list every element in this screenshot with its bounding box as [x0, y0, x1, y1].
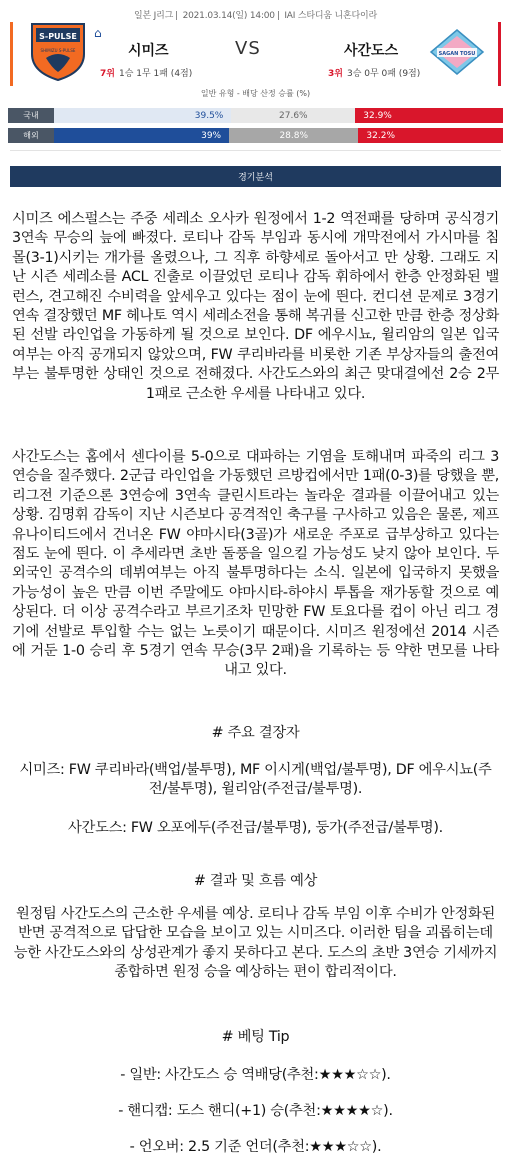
vs-label: VS — [235, 38, 261, 59]
home-color-stripe — [10, 22, 13, 86]
home-logo-text: S-PULSE — [39, 32, 77, 41]
prediction-heading: # 결과 및 흐름 예상 — [193, 873, 318, 889]
prediction-text: 원정팀 사간도스의 근소한 우세를 예상. 로티나 감독 부임 이후 수비가 안정화된 반면 공격적으로 답답한 모습을 보이고 있는 시미즈다. 이러한 팀을 괴롭히는데 능한 사간도스와의 상성관계가 좋지 못하다고 본다. 도스의 초반 3연승 기세까지 종합하면 원정 승을 예상하는 편이 합리적이다. — [13, 906, 498, 981]
odds-draw-value: 27.6% — [279, 110, 308, 121]
odds-away-value: 32.9% — [363, 110, 392, 121]
match-meta: 일본 J리그 | 2021.03.14(일) 14:00 | IAI 스타디움 니혼다이라 — [134, 11, 377, 21]
away-logo-text: SAGAN TOSU — [438, 51, 476, 57]
odds-caption: 일반 유형 - 배당 산정 승률 (%) — [200, 89, 311, 98]
odds-home-bar — [54, 108, 231, 123]
home-absentees: 시미즈: FW 쿠리바라(백업/불투명), MF 이시게(백업/불투명), DF 에우시뇨(주전/불투명), 윌리암(주전급/불투명). — [19, 762, 492, 798]
away-team-name: 사간도스 — [344, 43, 399, 59]
away-color-stripe — [498, 22, 501, 86]
home-logo-subtext: SHIMIZU S-PULSE — [40, 48, 76, 53]
tip-over-under: - 언오버: 2.5 기준 언더(추천:★★★☆☆). — [129, 1139, 382, 1155]
away-team-logo — [429, 28, 485, 76]
home-icon: ⌂ — [94, 26, 102, 40]
away-record — [328, 66, 420, 79]
odds-home-bar — [54, 128, 229, 143]
odds-away-bar — [358, 128, 503, 143]
away-rank: 3위 — [328, 69, 343, 79]
home-record-text: 1승 1무 1패 (4점) — [118, 69, 193, 79]
odds-bars — [54, 108, 503, 123]
league-name: 일본 J리그 — [134, 11, 174, 21]
odds-home-value: 39% — [201, 130, 222, 141]
home-team-name: 시미즈 — [128, 43, 169, 59]
odds-away-bar — [355, 108, 503, 123]
home-rank: 7위 — [100, 69, 115, 79]
home-record — [100, 66, 192, 79]
odds-home-value: 39.5% — [194, 110, 224, 121]
odds-draw-value: 28.8% — [279, 130, 309, 141]
home-team-logo — [26, 18, 90, 82]
match-datetime: 2021.03.14(일) 14:00 — [182, 11, 275, 21]
odds-away-value: 32.2% — [366, 130, 395, 141]
home-analysis-paragraph: 시미즈 에스펄스는 주중 세레소 오사카 원정에서 1-2 역전패를 당하며 공식경기 3연속 무승의 늪에 빠졌다. 로티나 감독 부임과 동시에 개막전에서 가시마를 침몰(3-1)시키는 개가를 올렸으나, 그 직후 하향세로 돌아서고 만 상황. 그래도 지난 시즌 세레소를 ACL 진출로 이끌었던 로티나 감독 휘하에서 한층 안정화된 밸런스, 견고해진 수비력을 앞세우고 있다는 점이 눈에 띈다. 컨디션 문제로 3경기 연속 결장했던 MF 헤나토 역시 세레소전을 통해 복귀를 신고한 만큼 한층 정상화된 선발 라인업을 가동하게 될 것으로 보인다. DF 에우시뇨, 윌리암의 일본 입국여부는 아직 공개되지 않았으며, FW 쿠리바라를 비롯한 기존 부상자들의 출전여부는 불투명한 상태인 것으로 전해졌다. 사간도스와의 최근 맞대결에선 2승 2무 1패로 근소한 우세를 나타내고 있다. — [12, 211, 499, 402]
match-header-card — [10, 6, 501, 86]
odds-row-label: 국내 — [8, 108, 54, 123]
tip-handicap: - 핸디캡: 도스 핸디(+1) 승(추천:★★★★☆). — [118, 1103, 393, 1119]
analysis-section-header: 경기분석 — [10, 166, 501, 187]
odds-draw-bar — [229, 128, 358, 143]
tip-general: - 일반: 사간도스 승 역배당(추천:★★★☆☆). — [120, 1067, 391, 1083]
odds-row-overseas — [8, 128, 503, 143]
odds-row-domestic — [8, 108, 503, 123]
tips-heading: # 베팅 Tip — [221, 1029, 290, 1045]
away-record-text: 3승 0무 0패 (9점) — [346, 69, 421, 79]
section-divider — [10, 150, 501, 151]
away-absentees: 사간도스: FW 오포에두(주전급/불투명), 둥가(주전급/불투명). — [68, 820, 443, 836]
odds-bars — [54, 128, 503, 143]
odds-row-label: 해외 — [8, 128, 54, 143]
away-analysis-paragraph: 사간도스는 홈에서 센다이를 5-0으로 대파하는 기염을 토해내며 파죽의 리그 3연승을 질주했다. 2군급 라인업을 가동했던 르방컵에서만 1패(0-3)를 당했을 뿐, 리그전 기준으론 3연승에 3연속 클린시트라는 놀라운 결과를 이끌어내고 있는 상황. 김명휘 감독이 지난 시즌보다 공격적인 축구를 구사하고 있음은 물론, 제프 유나이티드에서 건너온 FW 야마시타(3골)가 새로운 주포로 급부상하고 있다는 점도 눈에 띈다. 이 추세라면 초반 돌풍을 일으킬 가능성도 낮지 않아 보인다. 두 외국인 공격수의 데뷔여부는 아직 불투명하다는 소식. 일본에 입국하지 못했을 가능성이 높은 만큼 이번 주말에도 야마시타-하야시 투톱을 재가동할 것으로 예상된다. 더 이상 공격수라고 부르기조차 민망한 FW 토요다를 컵이 아닌 리그 경기에 선발로 투입할 수는 없는 노릇이기 때문이다. 시미즈 원정에선 2014 시즌에 거둔 1-0 승리 후 5경기 연속 무승(3무 2패)을 기록하는 등 약한 면모를 나타내고 있다. — [12, 449, 499, 679]
odds-draw-bar — [231, 108, 355, 123]
stadium-name: IAI 스타디움 니혼다이라 — [284, 11, 377, 21]
absentees-heading: # 주요 결장자 — [211, 725, 300, 741]
